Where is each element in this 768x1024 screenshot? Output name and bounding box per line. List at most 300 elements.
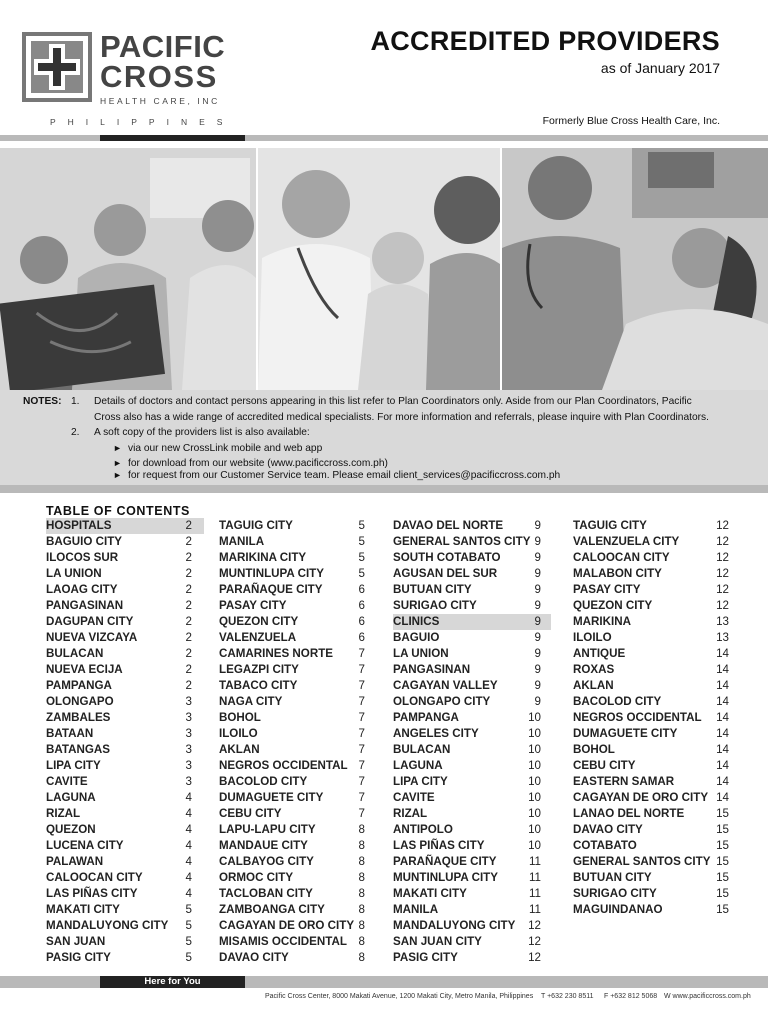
toc-entry-name: BUTUAN CITY [393,583,472,596]
toc-entry-page: 3 [185,759,192,772]
toc-entry-name: CLINICS [393,615,440,628]
toc-entry-name: BACOLOD CITY [573,695,662,708]
toc-entry [573,614,729,630]
toc-entry [393,614,551,630]
toc-entry-page: 12 [716,567,729,580]
toc-entry-page: 14 [716,727,729,740]
toc-entry [219,630,367,646]
toc-entry-name: MANDALUYONG CITY [46,919,169,932]
toc-entry-page: 14 [716,743,729,756]
toc-entry [46,534,204,550]
note-number: 2. [71,427,80,438]
logo-tagline: HEALTH CARE, INC [100,96,220,106]
toc-entry-page: 14 [716,695,729,708]
toc-entry [46,822,204,838]
toc-column [393,518,551,966]
toc-entry [393,630,551,646]
toc-entry-page: 11 [528,855,541,868]
toc-entry-page: 12 [528,951,541,964]
page-title: ACCREDITED PROVIDERS [370,26,720,56]
toc-entry-name: PANGASINAN [393,663,471,676]
toc-entry-name: CAVITE [393,791,435,804]
toc-entry [393,950,551,966]
toc-entry-name: CEBU CITY [573,759,636,772]
toc-entry-page: 4 [185,823,192,836]
toc-entry [573,726,729,742]
toc-entry [219,710,367,726]
toc-entry [46,854,204,870]
toc-entry-page: 2 [185,663,192,676]
toc-entry-page: 9 [534,695,541,708]
toc-entry-name: ZAMBOANGA CITY [219,903,325,916]
toc-entry [573,902,729,918]
toc-entry [573,790,729,806]
toc-entry [46,918,204,934]
toc-entry [46,678,204,694]
toc-entry [573,886,729,902]
toc-entry [219,838,367,854]
toc-entry-page: 13 [716,615,729,628]
toc-entry [573,870,729,886]
toc-entry-name: ILOCOS SUR [46,551,119,564]
toc-entry-name: NEGROS OCCIDENTAL [219,759,348,772]
header-divider-accent [100,135,245,141]
note-number: 1. [71,396,80,407]
section-divider [0,485,768,493]
toc-entry [573,806,729,822]
toc-entry-page: 4 [185,871,192,884]
toc-entry [219,614,367,630]
footer-fax: F +632 812 5068 [604,993,658,1000]
toc-entry [219,662,367,678]
note-bullet [113,468,560,484]
toc-entry-name: VALENZUELA [219,631,297,644]
footer-website: W www.pacificcross.com.ph [664,993,751,1000]
toc-entry-name: ANTIQUE [573,647,626,660]
toc-entry [219,870,367,886]
toc-entry-page: 9 [534,663,541,676]
toc-entry-page: 9 [534,535,541,548]
toc-entry-name: EASTERN SAMAR [573,775,675,788]
toc-entry-name: VALENZUELA CITY [573,535,680,548]
toc-entry-page: 2 [185,647,192,660]
footer-phone: T +632 230 8511 [541,993,594,1000]
toc-entry [219,518,367,534]
toc-entry [573,774,729,790]
toc-entry-page: 15 [716,807,729,820]
toc-entry [219,694,367,710]
toc-entry-page: 7 [358,695,365,708]
toc-entry-name: PAMPANGA [46,679,112,692]
toc-entry [573,822,729,838]
toc-entry-page: 13 [716,631,729,644]
toc-entry-name: OLONGAPO [46,695,114,708]
toc-entry [393,870,551,886]
toc-entry-page: 14 [716,759,729,772]
toc-entry-page: 10 [528,807,541,820]
toc-entry-page: 5 [358,551,365,564]
toc-entry-name: BAGUIO CITY [46,535,123,548]
photo-family-xray [0,148,256,390]
toc-entry-page: 6 [358,631,365,644]
toc-entry-page: 5 [185,903,192,916]
toc-entry-name: QUEZON CITY [573,599,653,612]
toc-entry-page: 3 [185,695,192,708]
toc-entry-name: LIPA CITY [393,775,448,788]
toc-entry-page: 10 [528,727,541,740]
toc-entry [46,902,204,918]
toc-entry [573,710,729,726]
toc-entry-name: TACLOBAN CITY [219,887,313,900]
toc-entry-page: 10 [528,759,541,772]
company-logo [22,29,248,128]
toc-entry-name: RIZAL [46,807,81,820]
toc-entry-page: 14 [716,647,729,660]
toc-entry-name: MANILA [219,535,265,548]
toc-entry-name: DUMAGUETE CITY [219,791,324,804]
toc-entry-name: CAGAYAN VALLEY [393,679,498,692]
toc-entry [46,774,204,790]
toc-entry [573,854,729,870]
toc-entry-name: DAVAO CITY [573,823,643,836]
toc-entry-name: SAN JUAN [46,935,106,948]
arrow-right-icon: ► [113,442,122,453]
toc-entry [393,678,551,694]
toc-entry-page: 5 [185,951,192,964]
toc-entry-name: DAGUPAN CITY [46,615,134,628]
toc-entry-page: 12 [716,599,729,612]
toc-entry-page: 11 [528,871,541,884]
toc-entry-name: TAGUIG CITY [219,519,293,532]
toc-entry-page: 12 [716,551,729,564]
toc-entry [573,838,729,854]
toc-entry-page: 5 [358,567,365,580]
toc-entry-page: 11 [528,887,541,900]
toc-entry-name: RIZAL [393,807,428,820]
toc-entry [393,534,551,550]
toc-entry-page: 4 [185,807,192,820]
toc-entry-name: MUNTINLUPA CITY [219,567,324,580]
toc-entry [573,662,729,678]
toc-entry-name: MANDALUYONG CITY [393,919,516,932]
toc-entry [573,518,729,534]
toc-column [219,518,367,966]
toc-title: TABLE OF CONTENTS [46,504,190,518]
toc-entry-page: 2 [185,519,192,532]
toc-entry [46,566,204,582]
toc-entry-name: LIPA CITY [46,759,101,772]
toc-entry-page: 2 [185,583,192,596]
toc-entry-page: 4 [185,887,192,900]
toc-entry-name: OLONGAPO CITY [393,695,491,708]
toc-entry-page: 10 [528,711,541,724]
toc-entry [219,806,367,822]
notes-label: NOTES: [23,396,62,407]
toc-entry-name: PARAÑAQUE CITY [219,583,323,596]
toc-entry [219,774,367,790]
toc-entry [219,918,367,934]
toc-entry-page: 8 [358,823,365,836]
toc-entry-page: 15 [716,903,729,916]
note-text: Cross also has a wide range of accredited medical specialists. For more information and referrals, please inquire with Plan Coordinators. [94,411,709,423]
toc-entry [219,534,367,550]
toc-entry-page: 15 [716,871,729,884]
arrow-right-icon: ► [113,458,122,468]
toc-entry-name: MISAMIS OCCIDENTAL [219,935,347,948]
toc-entry [573,678,729,694]
toc-entry-page: 2 [185,679,192,692]
toc-entry-page: 8 [358,855,365,868]
toc-entry-page: 5 [185,935,192,948]
photo-doctor-baby [258,148,500,390]
toc-entry-page: 12 [716,583,729,596]
toc-entry-name: BATANGAS [46,743,110,756]
toc-entry [46,630,204,646]
toc-entry [46,582,204,598]
toc-entry-name: ILOILO [573,631,612,644]
toc-entry-page: 4 [185,855,192,868]
toc-entry-page: 3 [185,711,192,724]
toc-entry-page: 12 [716,535,729,548]
toc-entry-name: PASIG CITY [46,951,111,964]
toc-entry-name: SURIGAO CITY [393,599,477,612]
toc-entry-page: 5 [358,519,365,532]
toc-entry-page: 7 [358,679,365,692]
toc-entry [393,822,551,838]
toc-entry-name: TABACO CITY [219,679,298,692]
toc-entry [219,550,367,566]
footer-address: Pacific Cross Center, 8000 Makati Avenue, 1200 Makati City, Metro Manila, Philippines [265,993,534,1000]
toc-entry-name: CAGAYAN DE ORO CITY [573,791,709,804]
toc-entry-name: SAN JUAN CITY [393,935,482,948]
toc-column [573,518,729,918]
toc-entry-name: ZAMBALES [46,711,111,724]
toc-entry-name: ANGELES CITY [393,727,479,740]
toc-entry-page: 4 [185,839,192,852]
toc-entry-name: PASAY CITY [573,583,641,596]
toc-entry [46,886,204,902]
page-date: as of January 2017 [600,60,720,76]
toc-entry [573,566,729,582]
footer-tagline: Here for You [100,976,245,988]
toc-entry-name: PASAY CITY [219,599,287,612]
toc-entry-page: 7 [358,791,365,804]
toc-entry-name: PANGASINAN [46,599,124,612]
toc-entry-page: 8 [358,935,365,948]
toc-entry-name: SURIGAO CITY [573,887,657,900]
toc-entry-name: PARAÑAQUE CITY [393,855,497,868]
toc-entry-page: 9 [534,583,541,596]
toc-entry [393,710,551,726]
toc-entry [219,790,367,806]
toc-entry [219,758,367,774]
toc-entry [219,566,367,582]
toc-entry [393,598,551,614]
toc-entry-page: 12 [528,919,541,932]
toc-entry-name: ORMOC CITY [219,871,294,884]
logo-name-line1: PACIFIC [100,29,226,64]
toc-entry [393,742,551,758]
notes-panel [0,390,768,485]
note-text: Details of doctors and contact persons appearing in this list refer to Plan Coordinators only. Aside from our Plan Coordinators, Pacific [94,396,692,407]
toc-entry [393,518,551,534]
toc-entry [46,806,204,822]
toc-entry [393,694,551,710]
toc-entry-page: 8 [358,903,365,916]
toc-entry [393,774,551,790]
toc-entry-name: BOHOL [573,743,615,756]
toc-entry [393,662,551,678]
toc-entry-page: 10 [528,743,541,756]
toc-entry-page: 8 [358,839,365,852]
toc-column [46,518,204,966]
note-bullet [113,441,322,457]
toc-entry-page: 2 [185,631,192,644]
toc-entry-page: 6 [358,615,365,628]
toc-entry [573,598,729,614]
toc-entry-name: TAGUIG CITY [573,519,647,532]
toc-entry-name: LAS PIÑAS CITY [393,839,485,852]
toc-entry-name: NUEVA ECIJA [46,663,123,676]
toc-entry-name: LAPU-LAPU CITY [219,823,316,836]
toc-entry [46,742,204,758]
toc-entry-name: ROXAS [573,663,615,676]
toc-entry-name: DUMAGUETE CITY [573,727,678,740]
toc-entry-name: PASIG CITY [393,951,458,964]
toc-entry [219,902,367,918]
toc-entry [573,742,729,758]
toc-entry [46,950,204,966]
toc-entry-page: 2 [185,535,192,548]
toc-entry [393,838,551,854]
toc-entry [393,646,551,662]
toc-entry [219,854,367,870]
toc-entry [219,678,367,694]
toc-entry [393,918,551,934]
toc-entry [393,902,551,918]
toc-entry-name: DAVAO DEL NORTE [393,519,504,532]
toc-entry [573,534,729,550]
note-bullet-text: for request from our Customer Service team. Please email client_services@pacificcross.com.ph [128,470,561,481]
note-bullet-text: for download from our website (www.pacificcross.com.ph) [128,458,388,469]
toc-entry-page: 2 [185,599,192,612]
toc-entry-page: 7 [358,743,365,756]
toc-entry [219,582,367,598]
toc-entry [46,934,204,950]
toc-entry [46,598,204,614]
toc-entry-name: HOSPITALS [46,519,112,532]
toc-entry-page: 3 [185,775,192,788]
toc-entry-page: 7 [358,727,365,740]
toc-entry [393,758,551,774]
toc-entry-name: LEGAZPI CITY [219,663,299,676]
toc-entry-name: MANILA [393,903,439,916]
toc-entry [393,886,551,902]
toc-entry-name: BOHOL [219,711,261,724]
toc-entry [46,758,204,774]
toc-entry [46,614,204,630]
toc-entry-name: BULACAN [46,647,104,660]
toc-entry-name: CALBAYOG CITY [219,855,314,868]
toc-entry-page: 10 [528,775,541,788]
toc-entry-name: MUNTINLUPA CITY [393,871,498,884]
logo-name-line2: CROSS [100,59,218,94]
toc-entry-name: LAGUNA [393,759,443,772]
toc-entry-page: 10 [528,791,541,804]
toc-entry-name: CAGAYAN DE ORO CITY [219,919,355,932]
toc-entry-page: 10 [528,823,541,836]
toc-entry-name: CAMARINES NORTE [219,647,334,660]
toc-entry [219,822,367,838]
toc-entry-name: BACOLOD CITY [219,775,308,788]
toc-entry-page: 2 [185,551,192,564]
toc-entry-name: LUCENA CITY [46,839,124,852]
toc-entry-name: PAMPANGA [393,711,459,724]
toc-entry-name: COTABATO [573,839,637,852]
arrow-right-icon: ► [113,470,122,480]
toc-entry [219,950,367,966]
toc-entry [46,646,204,662]
toc-entry-page: 11 [528,903,541,916]
toc-entry-page: 9 [534,631,541,644]
toc-entry-name: LANAO DEL NORTE [573,807,685,820]
toc-entry [46,710,204,726]
toc-entry-name: MAGUINDANAO [573,903,663,916]
toc-entry [46,790,204,806]
toc-entry-page: 10 [528,839,541,852]
toc-entry [573,550,729,566]
toc-entry [393,854,551,870]
toc-entry-name: AGUSAN DEL SUR [393,567,498,580]
toc-entry-name: LAOAG CITY [46,583,118,596]
toc-entry-name: AKLAN [573,679,614,692]
toc-entry-name: QUEZON CITY [219,615,299,628]
toc-entry-page: 14 [716,711,729,724]
toc-entry-page: 5 [358,535,365,548]
toc-entry [46,870,204,886]
toc-entry-page: 6 [358,599,365,612]
toc-entry [393,550,551,566]
toc-entry-name: NEGROS OCCIDENTAL [573,711,702,724]
toc-entry-name: BUTUAN CITY [573,871,652,884]
toc-entry-page: 15 [716,823,729,836]
toc-entry-page: 9 [534,615,541,628]
toc-entry-name: CALOOCAN CITY [46,871,143,884]
toc-entry-name: GENERAL SANTOS CITY [393,535,531,548]
toc-entry-name: MAKATI CITY [393,887,467,900]
toc-entry [46,694,204,710]
toc-entry [573,694,729,710]
toc-entry-name: ANTIPOLO [393,823,453,836]
toc-entry-page: 12 [716,519,729,532]
toc-entry-page: 15 [716,887,729,900]
note-text: A soft copy of the providers list is also available: [94,427,310,438]
toc-entry-page: 8 [358,871,365,884]
toc-entry-name: MARIKINA [573,615,631,628]
toc-entry-page: 2 [185,567,192,580]
toc-entry-page: 14 [716,775,729,788]
toc-entry-page: 8 [358,887,365,900]
toc-entry-page: 8 [358,919,365,932]
toc-entry-page: 7 [358,663,365,676]
toc-entry-name: SOUTH COTABATO [393,551,501,564]
toc-entry [573,646,729,662]
toc-entry-name: CAVITE [46,775,88,788]
toc-entry [46,550,204,566]
toc-entry-page: 8 [358,951,365,964]
toc-entry-name: BULACAN [393,743,451,756]
toc-entry-page: 7 [358,807,365,820]
